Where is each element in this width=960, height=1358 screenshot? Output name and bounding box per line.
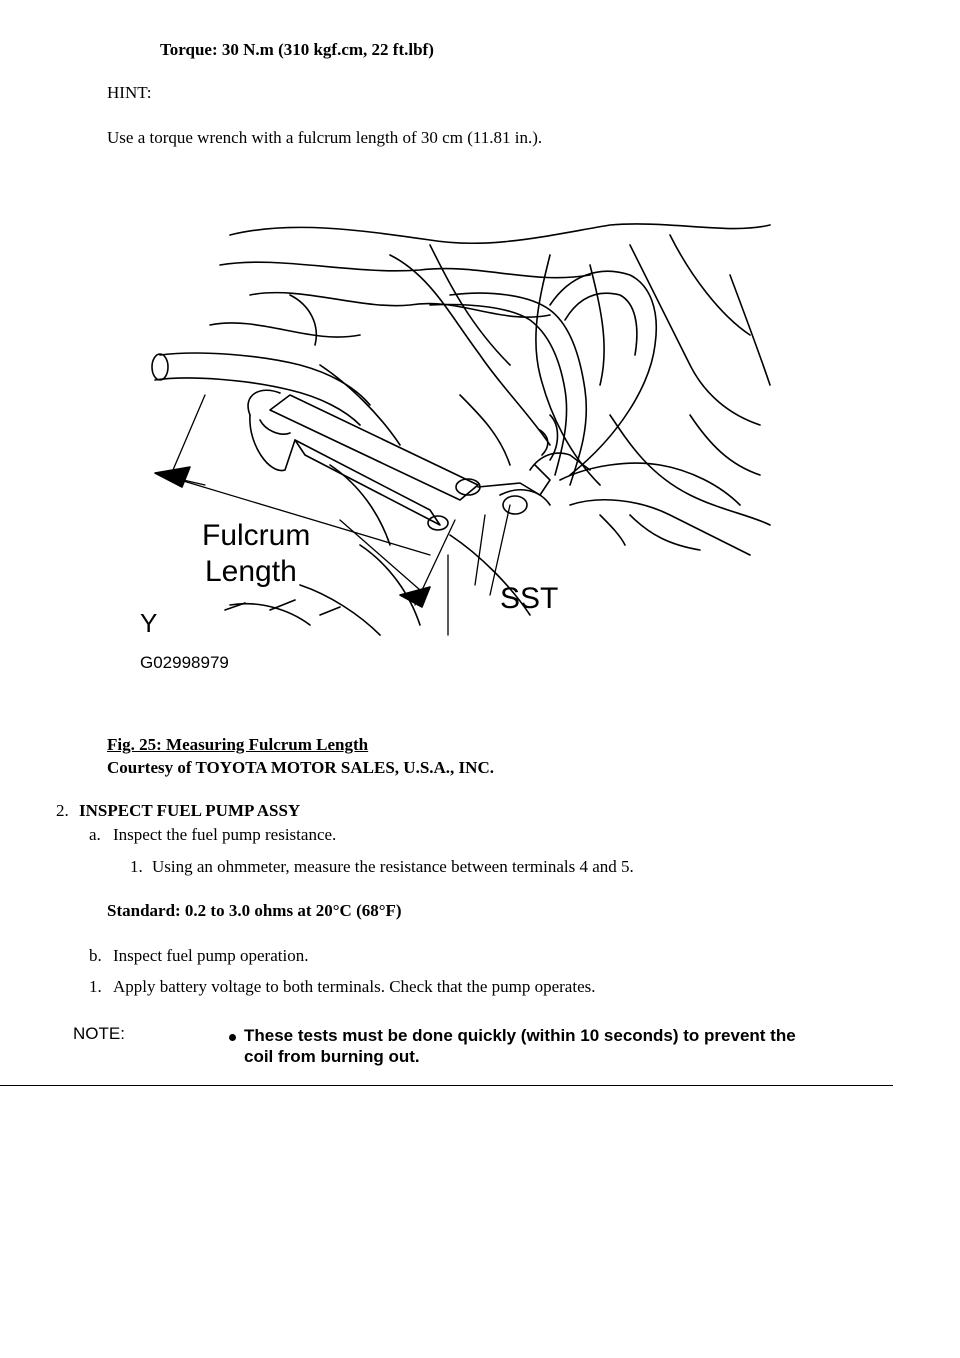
note-label: NOTE:	[73, 1024, 125, 1043]
fulcrum-length-illustration	[130, 215, 780, 680]
substep-b1-marker: 1.	[89, 977, 102, 996]
illustration-drawing	[130, 215, 780, 680]
step-number: 2.	[56, 801, 69, 820]
label-sst: SST	[500, 582, 559, 615]
label-fulcrum-line1: Fulcrum	[202, 519, 311, 552]
substep-b-marker: b.	[89, 946, 102, 965]
standard-spec: Standard: 0.2 to 3.0 ohms at 20°C (68°F)	[107, 901, 402, 920]
substep-a1-text: Using an ohmmeter, measure the resistance between terminals 4 and 5.	[152, 857, 634, 876]
substep-a-marker: a.	[89, 825, 101, 844]
substep-a-text: Inspect the fuel pump resistance.	[113, 825, 337, 844]
hint-text: Use a torque wrench with a fulcrum length of 30 cm (11.81 in.).	[107, 128, 543, 147]
substep-b-text: Inspect fuel pump operation.	[113, 946, 309, 965]
section-divider	[0, 1085, 893, 1086]
step-title: INSPECT FUEL PUMP ASSY	[79, 801, 301, 820]
note-line2: coil from burning out.	[244, 1047, 420, 1066]
substep-b1-text: Apply battery voltage to both terminals. Check that the pump operates.	[113, 977, 596, 996]
figure-code: G02998979	[140, 653, 229, 672]
note-line1: These tests must be done quickly (within 10 seconds) to prevent the	[244, 1026, 796, 1045]
note-bullet-icon	[229, 1034, 236, 1041]
substep-a1-marker: 1.	[130, 857, 143, 876]
torque-spec: Torque: 30 N.m (310 kgf.cm, 22 ft.lbf)	[160, 40, 434, 59]
figure-courtesy: Courtesy of TOYOTA MOTOR SALES, U.S.A., INC.	[107, 758, 494, 777]
hint-label: HINT:	[107, 83, 152, 102]
figure-caption[interactable]: Fig. 25: Measuring Fulcrum Length	[107, 735, 369, 754]
label-fulcrum-line2: Length	[205, 555, 297, 588]
label-y: Y	[140, 608, 158, 638]
